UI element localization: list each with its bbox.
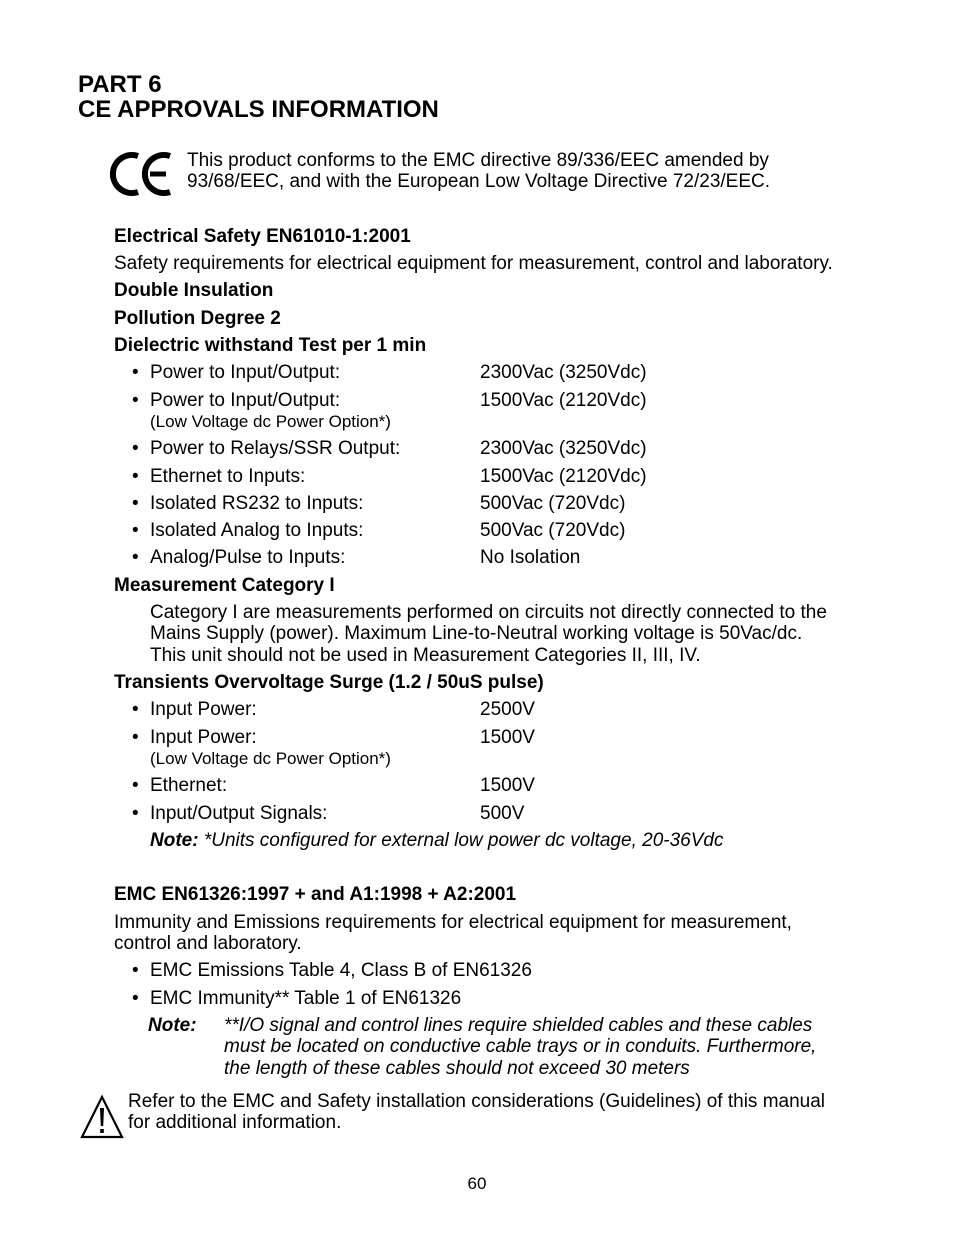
bullet-icon: • (132, 803, 139, 824)
list-item-label: Isolated RS232 to Inputs: (150, 493, 364, 514)
list-item-value: 1500V (480, 727, 535, 748)
double-insulation-heading: Double Insulation (114, 280, 274, 301)
list-item-value: 500Vac (720Vdc) (480, 520, 626, 541)
ce-statement-line2: 93/68/EEC, and with the European Low Voltage Directive 72/23/EEC. (187, 171, 771, 192)
page-number: 60 (467, 1174, 487, 1193)
list-item-value: 2300Vac (3250Vdc) (480, 438, 647, 459)
bullet-icon: • (132, 520, 139, 541)
list-item-label: Analog/Pulse to Inputs: (150, 547, 346, 568)
list-item-label: Power to Relays/SSR Output: (150, 438, 401, 459)
list-item-label: Ethernet: (150, 775, 228, 796)
emc-note-line3: the length of these cables should not exceed 30 meters (224, 1058, 690, 1079)
transients-heading: Transients Overvoltage Surge (1.2 / 50uS pulse) (114, 672, 544, 693)
ce-statement-line1: This product conforms to the EMC directive 89/336/EEC amended by (187, 150, 769, 171)
bullet-icon: • (132, 775, 139, 796)
list-item-value: 2500V (480, 699, 535, 720)
bullet-icon: • (132, 493, 139, 514)
ce-mark-icon (108, 150, 174, 198)
bullet-icon: • (132, 960, 139, 981)
part-heading: PART 6 (78, 71, 162, 98)
note-label: Note: (150, 830, 199, 851)
bullet-icon: • (132, 362, 139, 383)
list-item-value: 1500Vac (2120Vdc) (480, 466, 647, 487)
emc-list-item: EMC Immunity** Table 1 of EN61326 (150, 988, 462, 1009)
bullet-icon: • (132, 547, 139, 568)
warning-triangle-icon (80, 1094, 124, 1140)
note-text: *Units configured for external low power dc voltage, 20-36Vdc (198, 830, 724, 851)
emc-list-item: EMC Emissions Table 4, Class B of EN61326 (150, 960, 532, 981)
emc-note-label: Note: (148, 1015, 197, 1036)
bullet-icon: • (132, 438, 139, 459)
list-item-label: Isolated Analog to Inputs: (150, 520, 364, 541)
bullet-icon: • (132, 727, 139, 748)
list-item-subnote: (Low Voltage dc Power Option*) (150, 412, 391, 431)
emc-note-line2: must be located on conductive cable trays or in conduits. Furthermore, (224, 1036, 817, 1057)
emc-description-line2: control and laboratory. (114, 933, 302, 954)
list-item-value: 2300Vac (3250Vdc) (480, 362, 647, 383)
list-item-label: Ethernet to Inputs: (150, 466, 306, 487)
electrical-safety-description: Safety requirements for electrical equipment for measurement, control and laboratory. (114, 253, 833, 274)
bullet-icon: • (132, 390, 139, 411)
list-item-label: Power to Input/Output: (150, 390, 341, 411)
list-item-label: Input Power: (150, 727, 257, 748)
emc-note-line1: **I/O signal and control lines require shielded cables and these cables (224, 1015, 813, 1036)
list-item-value: 1500V (480, 775, 535, 796)
transients-note (150, 830, 723, 851)
page-title: CE APPROVALS INFORMATION (78, 96, 439, 123)
list-item-label: Input/Output Signals: (150, 803, 328, 824)
warning-line1: Refer to the EMC and Safety installation considerations (Guidelines) of this manual (128, 1091, 826, 1112)
list-item-label: Power to Input/Output: (150, 362, 341, 383)
list-item-value: 1500Vac (2120Vdc) (480, 390, 647, 411)
dielectric-heading: Dielectric withstand Test per 1 min (114, 335, 427, 356)
pollution-degree-heading: Pollution Degree 2 (114, 308, 281, 329)
bullet-icon: • (132, 988, 139, 1009)
bullet-icon: • (132, 699, 139, 720)
measurement-category-line3: This unit should not be used in Measurement Categories II, III, IV. (150, 645, 701, 666)
list-item-value: 500V (480, 803, 525, 824)
list-item-label: Input Power: (150, 699, 257, 720)
emc-heading: EMC EN61326:1997 + and A1:1998 + A2:2001 (114, 884, 517, 905)
warning-line2: for additional information. (128, 1112, 342, 1133)
bullet-icon: • (132, 466, 139, 487)
list-item-value: 500Vac (720Vdc) (480, 493, 626, 514)
measurement-category-line1: Category I are measurements performed on circuits not directly connected to the (150, 602, 827, 623)
list-item-subnote: (Low Voltage dc Power Option*) (150, 749, 391, 768)
list-item-value: No Isolation (480, 547, 581, 568)
emc-description-line1: Immunity and Emissions requirements for electrical equipment for measurement, (114, 912, 792, 933)
measurement-category-heading: Measurement Category I (114, 575, 335, 596)
electrical-safety-heading: Electrical Safety EN61010-1:2001 (114, 226, 411, 247)
measurement-category-line2: Mains Supply (power). Maximum Line-to-Neutral working voltage is 50Vac/dc. (150, 623, 803, 644)
